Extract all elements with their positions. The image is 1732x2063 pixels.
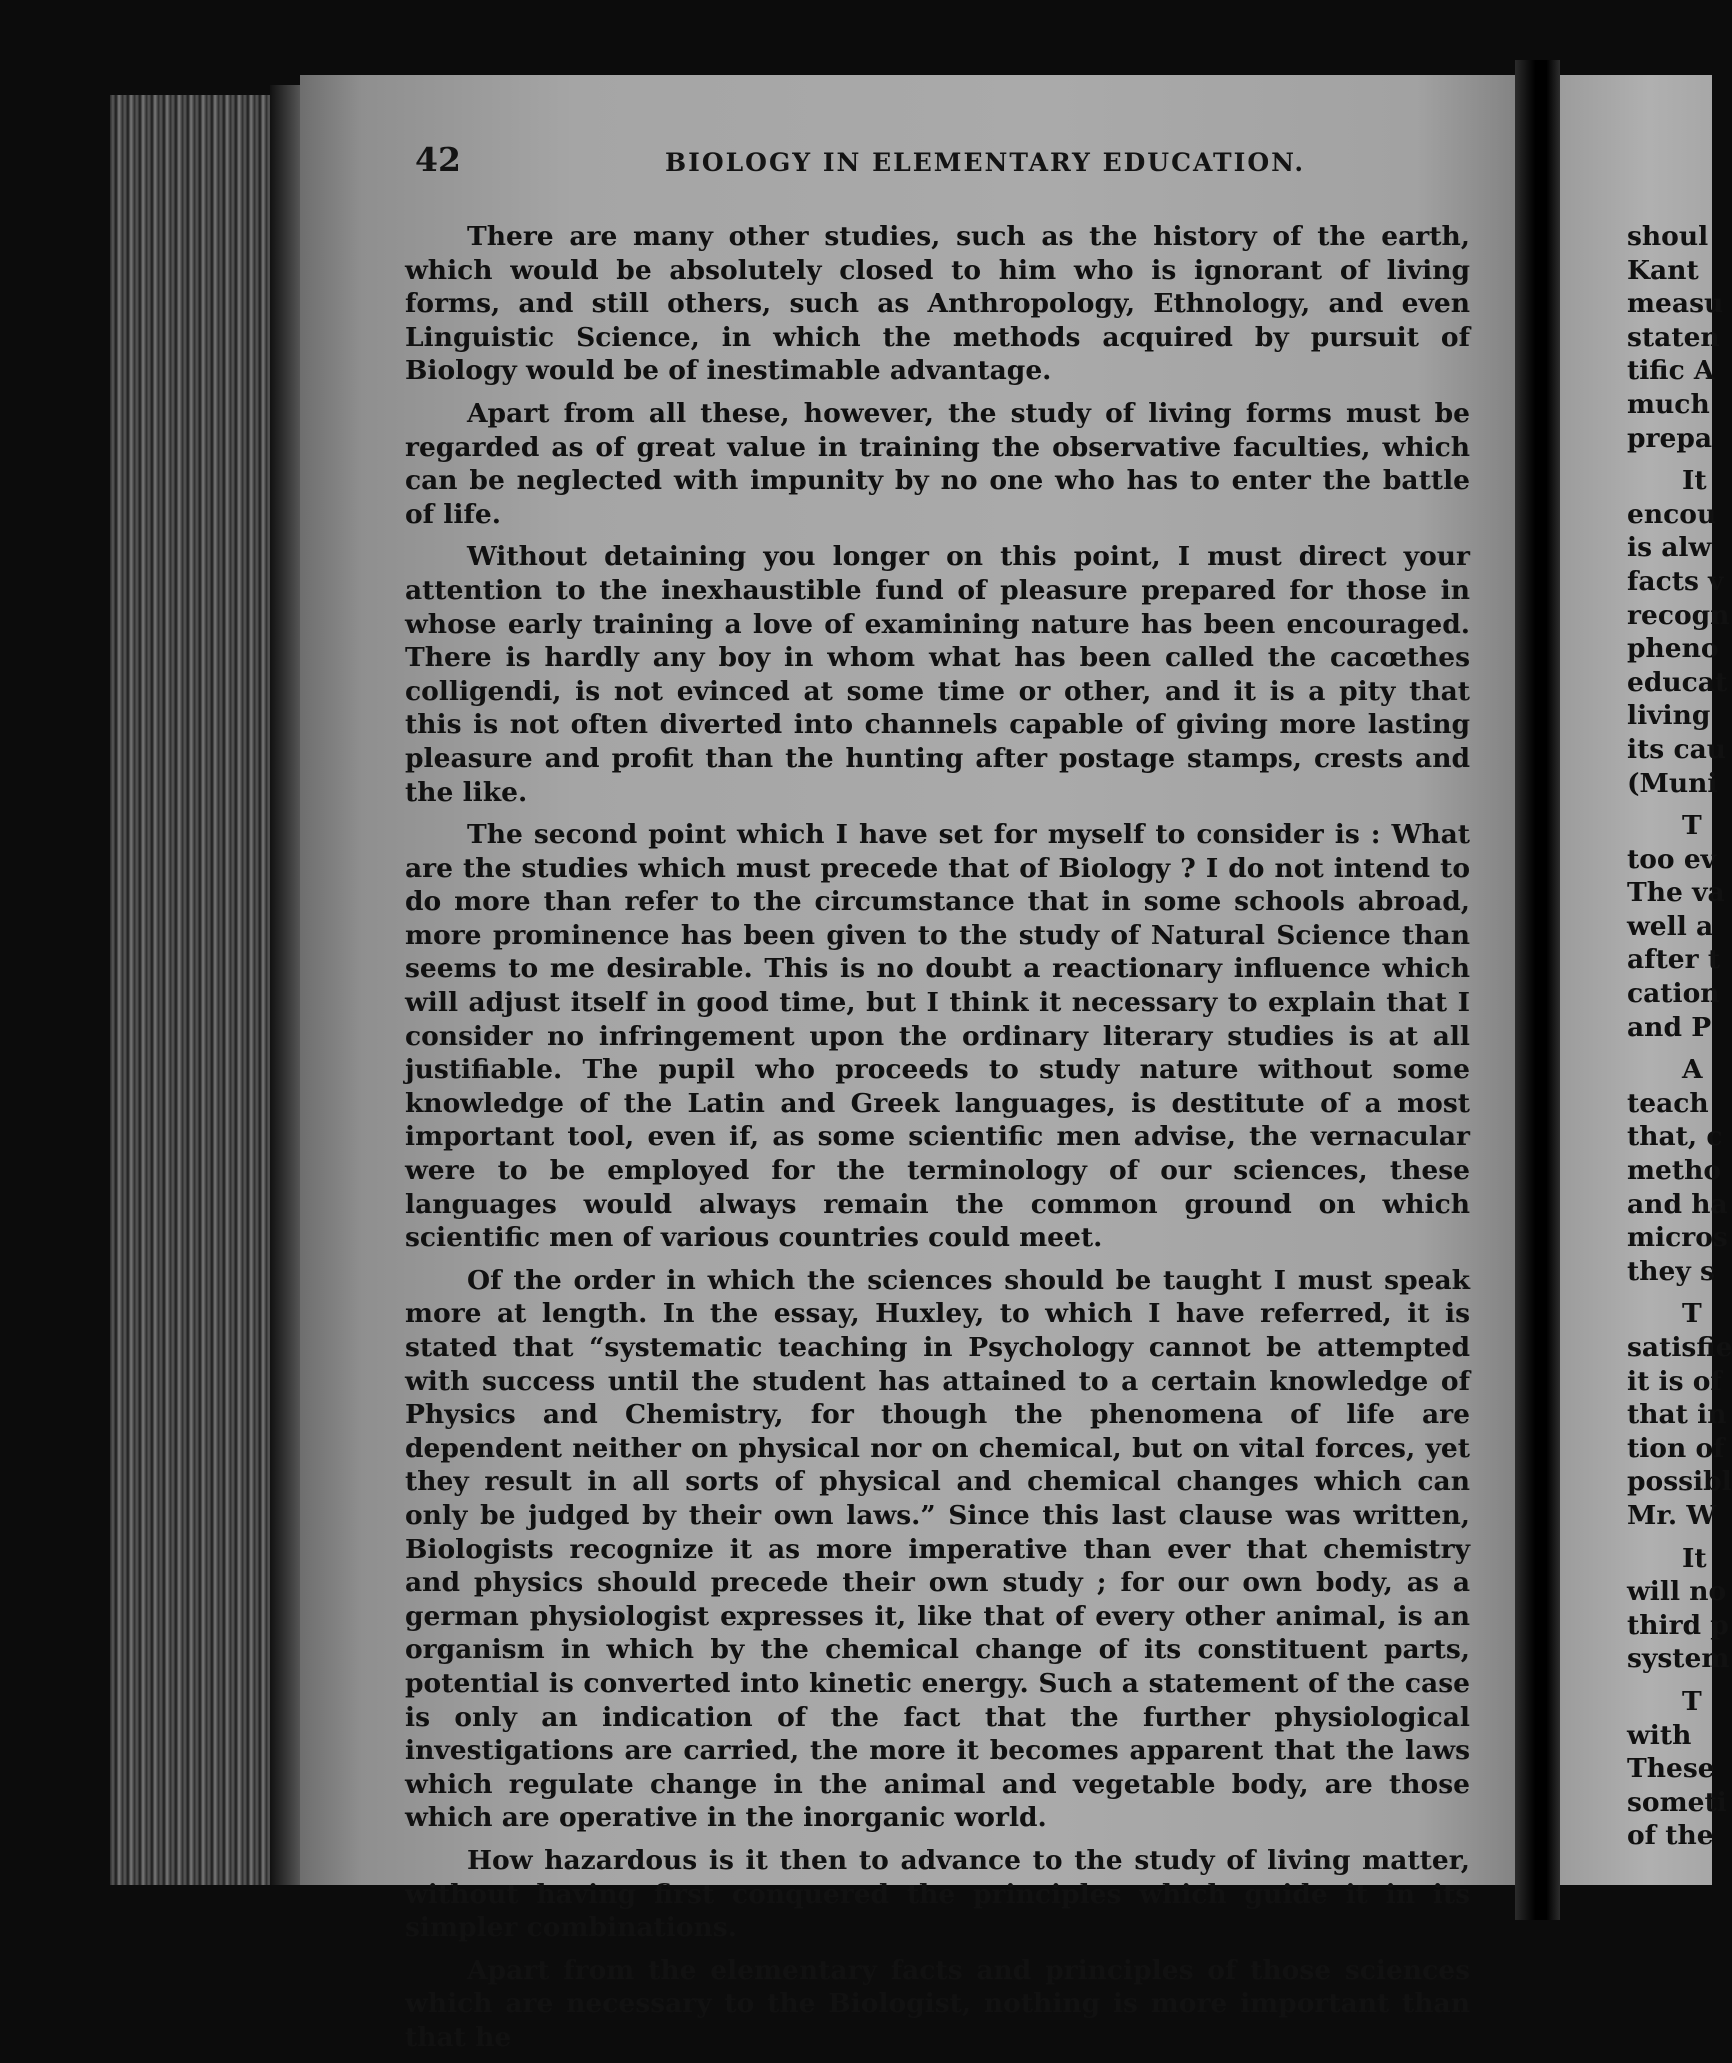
text-line: after t [1627, 944, 1721, 976]
text-line: (Muni [1627, 767, 1718, 799]
text-line: system [1627, 1643, 1730, 1675]
text-line: will no [1627, 1576, 1727, 1608]
text-line: It [1682, 1542, 1707, 1574]
text-line: that, c [1627, 1121, 1723, 1153]
text-line: pheno [1627, 633, 1719, 665]
page-header [410, 140, 1475, 186]
text-line: tific A [1627, 355, 1715, 387]
text-line: T [1682, 810, 1702, 842]
text-line: and ha [1627, 1188, 1728, 1220]
text-line: third p [1627, 1609, 1729, 1641]
text-line: recogn [1627, 599, 1730, 631]
text-line: someti [1627, 1786, 1727, 1818]
text-line: of the [1627, 1820, 1714, 1852]
next-page-text [1627, 220, 1732, 1853]
text-line: facts v [1627, 565, 1724, 597]
text-line: much [1627, 388, 1710, 420]
text-line: tion of [1627, 1432, 1725, 1464]
paragraph: How hazardous is it then to advance to the study of living matter, without having first conquered the principles which guide it in its simpler combinations. [405, 1844, 1470, 1944]
body-text [405, 220, 1470, 2063]
paragraph: There are many other studies, such as the history of the earth, which would be absolutely closed to him who is ignorant of living forms, and still others, such as Anthropology, Ethnology, and even Linguistic Science, in which the methods acquired by pursuit of Biology would be of inestimable advantage. [405, 221, 1470, 387]
text-line: prepa [1627, 422, 1713, 454]
text-line: that in [1627, 1399, 1727, 1431]
running-title: BIOLOGY IN ELEMENTARY EDUCATION. [665, 148, 1306, 177]
text-line: T [1682, 1685, 1702, 1717]
text-line: and P [1627, 1011, 1712, 1043]
text-line: Mr. W [1627, 1499, 1717, 1531]
text-line: micros [1627, 1222, 1728, 1254]
text-line: These [1627, 1753, 1715, 1785]
text-line: cation [1627, 978, 1720, 1010]
text-line: it is of [1627, 1365, 1722, 1397]
page-number: 42 [415, 140, 461, 179]
text-line: possibl [1627, 1466, 1732, 1498]
paragraph: Without detaining you longer on this point, I must direct your attention to the inexhaustible fund of pleasure prepared for those in whose early training a love of examining nature has been encouraged. There is hardly any boy in whom what has been called the cacœthes colligendi, is not evinced at some time or other, and it is a pity that this is not often diverted into channels capable of giving more lasting pleasure and profit than the hunting after postage stamps, crests and the like. [405, 541, 1470, 808]
paragraph: Of the order in which the sciences should be taught I must speak more at length. In the essay, Huxley, to which I have referred, it is stated that “systematic teaching in Psychology cannot be attempted with success until the student has attained to a certain knowledge of Physics and Chemistry, for though the phenomena of life are dependent neither on physical nor on chemical, but on vital forces, yet they result in all sorts of physical and chemical changes which can only be judged by their own laws.” Since this last clause was written, Biologists recognize it as more imperative than ever that chemistry and physics should precede their own study ; for our own body, as a german physiologist expresses it, like that of every other animal, is an organism in which by the chemical change of its constituent parts, potential is converted into kinetic energy. Such a statement of the case is only an indication of the fact that the further physiological investigations are carried, the more it becomes apparent that the laws which regulate change in the animal and vegetable body, are those which are operative in the inorganic world. [405, 1264, 1470, 1834]
paragraph: Apart from the elementary facts and principles of those sciences which are necessary to the Biologist, nothing is more important than that he [405, 1954, 1470, 2053]
text-line: staten [1627, 321, 1720, 353]
text-line: It [1682, 465, 1707, 497]
text-line: metho [1627, 1155, 1722, 1187]
text-line: too ev [1627, 843, 1717, 875]
text-line: The va [1627, 877, 1725, 909]
text-line: teach [1627, 1087, 1709, 1119]
text-line: satisfie [1627, 1332, 1732, 1363]
paragraph: The second point which I have set for myself to consider is : What are the studies which must precede that of Biology ? I do not intend to do more than refer to the circumstance that in some schools abroad, more prominence has been given to the study of Natural Science than seems to me desirable. This is no doubt a reactionary influence which will adjust itself in good time, but I think it necessary to explain that I consider no infringement upon the ordinary literary studies is at all justifiable. The pupil who proceeds to study nature without some knowledge of the Latin and Greek languages, is destitute of a most important tool, even if, as some scientific men advise, the vernacular were to be employed for the terminology of our sciences, these languages would always remain the common ground on which scientific men of various countries could meet. [405, 819, 1470, 1254]
text-line: shoul [1627, 221, 1709, 252]
text-line: is alw [1627, 532, 1712, 564]
text-line: Kant [1627, 254, 1699, 286]
text-line: educat [1627, 666, 1728, 698]
book-gutter [1515, 60, 1560, 1920]
text-line: well a [1627, 910, 1714, 942]
text-line: A [1682, 1054, 1703, 1086]
text-line: they s [1627, 1255, 1715, 1287]
text-line: measu [1627, 288, 1724, 320]
text-line: living [1627, 700, 1711, 732]
text-line: encou [1627, 498, 1717, 530]
text-line: with [1627, 1719, 1692, 1751]
text-line: its cau [1627, 733, 1727, 765]
paragraph: Apart from all these, however, the study of living forms must be regarded as of great value in training the observative faculties, which can be neglected with impunity by no one who has to enter the battle of life. [405, 397, 1470, 530]
text-line: T [1682, 1298, 1702, 1330]
